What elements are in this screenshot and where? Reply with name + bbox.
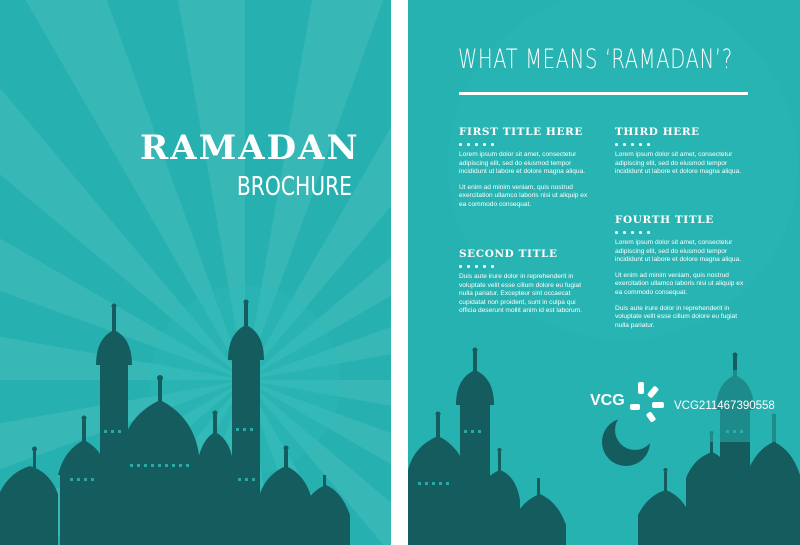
section-paragraph: Duis aute irure dolor in reprehenderit in voluptate velit esse cillum dolore eu fugiat nulla pariatur. <box>615 304 738 329</box>
mosque-silhouette <box>0 0 391 545</box>
cover-title: RAMADAN <box>140 128 360 168</box>
watermark-text: VCG211467390558 <box>674 400 775 412</box>
section-paragraph: Lorem ipsum dolor sit amet, consectetur adipiscing elit, sed do eiusmod tempor incididunt ut labore et dolore magna aliqua. <box>615 151 742 176</box>
section-paragraph: Duis aute irure dolor in reprehenderit in voluptate velit esse cillum dolore eu fugiat nulla pariatur. Excepteur sint occaecat cupidatat non proident, sunt in culpa qui officia deserunt mollit anim id est laborum. <box>459 273 583 315</box>
crescent-moon-icon <box>408 0 800 545</box>
cover-page <box>0 0 391 545</box>
section-paragraph: Lorem ipsum dolor sit amet, consectetur adipiscing elit, sed do eiusmod tempor incididunt ut labore et dolore magna aliqua. <box>615 239 742 264</box>
section-paragraph: Ut enim ad minim veniam, quis nostrud exercitation ullamco laboris nisi ut aliquip ex ea commodo consequat. <box>615 271 744 296</box>
content-page <box>408 0 800 545</box>
section-title: SECOND TITLE <box>459 248 558 260</box>
section-title: THIRD HERE <box>615 126 700 138</box>
section-paragraph: Lorem ipsum dolor sit amet, consectetur adipiscing elit, sed do eiusmod tempor incididunt ut labore et dolore magna aliqua. <box>459 151 586 176</box>
page-heading: WHAT MEANS ‘RAMADAN’? <box>458 44 733 75</box>
section-paragraph: Ut enim ad minim veniam, quis nostrud exercitation ullamco laboris nisi ut aliquip ex ea commodo consequat. <box>459 183 588 208</box>
section-title: FOURTH TITLE <box>615 214 714 226</box>
section-title: FIRST TITLE HERE <box>459 126 583 138</box>
cover-subtitle: BROCHURE <box>236 172 352 202</box>
watermark-logo: VCG <box>590 392 625 409</box>
